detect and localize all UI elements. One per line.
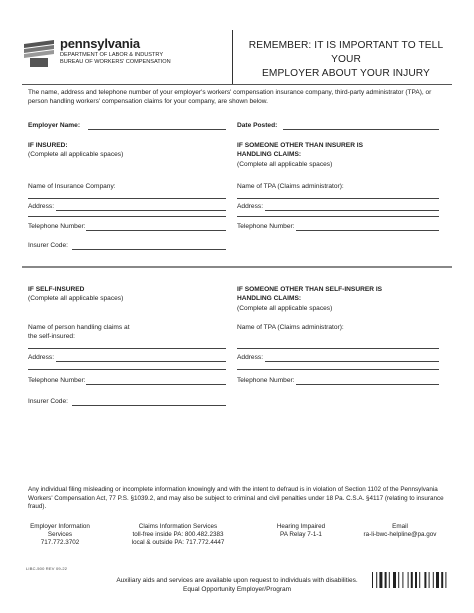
self-insured-address-field-2[interactable] <box>28 369 226 370</box>
self-insured-person-field[interactable] <box>28 348 226 349</box>
contact-phone: local & outside PA: 717.772.4447 <box>131 538 225 546</box>
other-insurer-phone-field[interactable] <box>296 230 439 231</box>
insured-address-label: Address: <box>28 203 55 210</box>
other-self-heading-2: HANDLING CLAIMS: <box>237 295 302 303</box>
other-self-address-field-2[interactable] <box>237 369 439 370</box>
header-divider <box>232 30 233 84</box>
employer-name-field[interactable] <box>88 129 226 130</box>
self-insured-phone-label: Telephone Number: <box>28 377 86 384</box>
contact-label: Employer Information <box>30 523 90 530</box>
form-number: LIBC-500 REV 09-22 <box>26 566 68 571</box>
self-insured-person-label-2: the self-insured: <box>28 333 75 341</box>
contact-email <box>352 523 448 539</box>
self-insured-insurer-code-field[interactable] <box>72 405 226 406</box>
other-self-sub: (Complete all applicable spaces) <box>237 304 333 312</box>
other-self-tpa-field[interactable] <box>237 348 439 349</box>
insured-phone-field[interactable] <box>86 230 226 231</box>
insurance-company-label: Name of Insurance Company: <box>28 183 116 190</box>
self-insured-address-label: Address: <box>28 354 55 361</box>
other-insurer-heading-2: HANDLING CLAIMS: <box>237 151 302 159</box>
date-posted-label: Date Posted: <box>237 122 278 129</box>
self-insured-address-field-1[interactable] <box>56 361 226 362</box>
other-insurer-phone-label: Telephone Number: <box>237 223 295 230</box>
other-insurer-sub: (Complete all applicable spaces) <box>237 160 333 168</box>
contact-hearing-impaired <box>266 523 336 539</box>
self-insured-phone-field[interactable] <box>86 384 226 385</box>
other-self-tpa-label: Name of TPA (Claims administrator): <box>237 324 344 331</box>
remember-line-1: REMEMBER: IT IS IMPORTANT TO TELL YOUR <box>248 40 444 65</box>
insured-sub: (Complete all applicable spaces) <box>28 151 124 159</box>
self-insured-person-label-1: Name of person handling claims at <box>28 324 130 331</box>
header-rule <box>22 84 452 85</box>
self-insured-insurer-code-label: Insurer Code: <box>28 398 68 405</box>
other-insurer-tpa-label: Name of TPA (Claims administrator): <box>237 183 344 190</box>
insured-insurer-code-label: Insurer Code: <box>28 242 68 249</box>
self-insured-person-label <box>28 323 130 341</box>
remember-notice <box>238 39 454 81</box>
insured-heading: IF INSURED: <box>28 142 68 149</box>
logo-name: pennsylvania <box>60 36 140 51</box>
contact-label: Email <box>392 523 408 530</box>
other-self-heading-1: IF SOMEONE OTHER THAN SELF-INSURER IS <box>237 286 383 293</box>
contact-email-address[interactable]: ra-li-bwc-helpline@pa.gov <box>363 530 437 538</box>
employer-name-label: Employer Name: <box>28 122 81 129</box>
other-self-heading-block <box>237 285 382 313</box>
other-insurer-heading-1: IF SOMEONE OTHER THAN INSURER IS <box>237 142 364 149</box>
contact-label: Claims Information Services <box>138 523 218 530</box>
logo-department <box>60 52 171 65</box>
insured-address-field-1[interactable] <box>56 210 226 211</box>
contact-line: Services <box>47 530 73 538</box>
other-self-address-field-1[interactable] <box>265 361 439 362</box>
logo-dept-line: DEPARTMENT OF LABOR & INDUSTRY <box>60 52 164 58</box>
footer-accessibility: Auxiliary aids and services are available upon request to individuals with disabilities. <box>116 577 358 584</box>
footer-equal-opportunity: Equal Opportunity Employer/Program <box>182 586 292 593</box>
pennsylvania-logo <box>22 38 212 72</box>
remember-line-2: EMPLOYER ABOUT YOUR INJURY <box>262 68 430 79</box>
keystone-icon <box>22 38 56 68</box>
contact-claims-info <box>118 523 238 547</box>
contact-employer-info <box>28 523 92 547</box>
contact-phone: PA Relay 7-1-1 <box>280 530 322 538</box>
other-insurer-address-field-1[interactable] <box>265 210 439 211</box>
intro-text: The name, address and telephone number of your employer's workers' compensation insurance company, third-party administrator (TPA), or person handling workers' compensation claims for your company, are shown below. <box>28 89 432 106</box>
other-insurer-address-label: Address: <box>237 203 264 210</box>
insured-heading-block <box>28 141 123 160</box>
other-insurer-tpa-field[interactable] <box>237 198 439 199</box>
insured-phone-label: Telephone Number: <box>28 223 86 230</box>
insurance-company-field[interactable] <box>28 198 226 199</box>
insured-address-field-2[interactable] <box>28 216 226 217</box>
logo-bureau-line: BUREAU OF WORKERS' COMPENSATION <box>60 58 171 65</box>
date-posted-field[interactable] <box>283 129 439 130</box>
legal-notice: Any individual filing misleading or incomplete information knowingly and with the intent to defraud is in violation of Section 1102 of the Pennsylvania Workers' Compensation Act, 77 P.S. §1039.2, and may also be subject to criminal and civil penalties under 18 Pa. C.S.A. §4117 (relating to insurance fraud). <box>28 486 444 511</box>
self-insured-heading-block <box>28 285 123 304</box>
other-insurer-heading-block <box>237 141 363 169</box>
insured-insurer-code-field[interactable] <box>72 249 226 250</box>
other-self-phone-field[interactable] <box>296 384 439 385</box>
section-divider <box>22 266 452 268</box>
other-insurer-address-field-2[interactable] <box>237 216 439 217</box>
other-self-address-label: Address: <box>237 354 264 361</box>
contact-phone: toll-free inside PA: 800.482.2383 <box>132 530 224 538</box>
self-insured-heading: IF SELF-INSURED <box>28 286 85 293</box>
other-self-phone-label: Telephone Number: <box>237 377 295 384</box>
contact-phone: 717.772.3702 <box>40 538 80 546</box>
self-insured-sub: (Complete all applicable spaces) <box>28 295 124 303</box>
contact-label: Hearing Impaired <box>276 523 326 530</box>
